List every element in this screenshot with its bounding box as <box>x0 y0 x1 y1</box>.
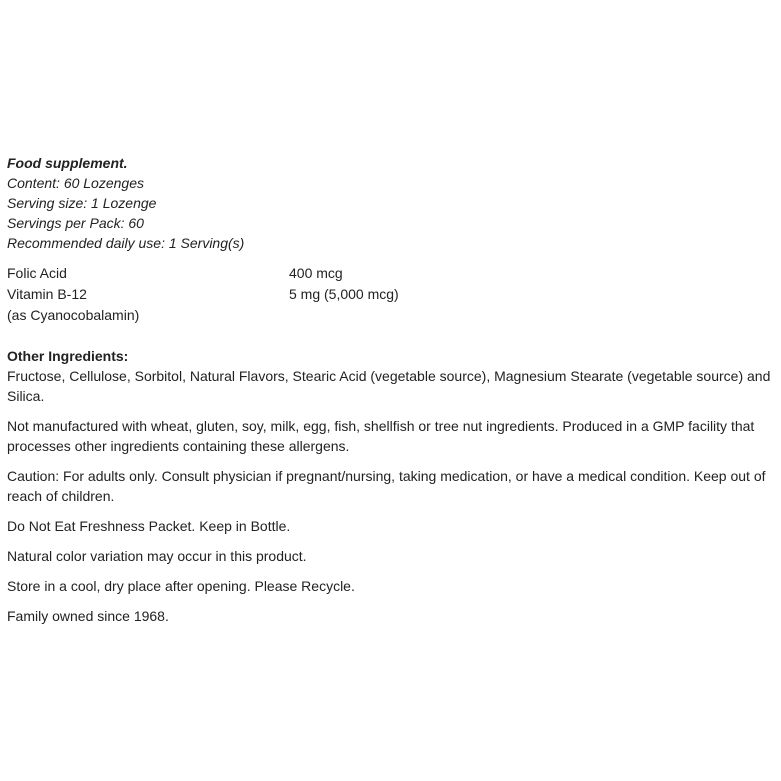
nutrient-amount: 400 mcg <box>289 265 343 281</box>
family-owned-note: Family owned since 1968. <box>7 608 169 624</box>
recommended-use: Recommended daily use: 1 Serving(s) <box>7 235 245 251</box>
nutrient-name <box>7 284 289 326</box>
nutrient-amount: 5 mg (5,000 mcg) <box>289 286 399 302</box>
storage-note: Store in a cool, dry place after opening. Please Recycle. <box>7 578 355 594</box>
nutrient-table <box>7 263 399 326</box>
other-ingredients-text: Fructose, Cellulose, Sorbitol, Natural Flavors, Stearic Acid (vegetable source), Magnesium Stearate (vegetable source) and Silica. <box>7 368 771 404</box>
nutrient-row <box>7 263 399 284</box>
freshness-note: Do Not Eat Freshness Packet. Keep in Bottle. <box>7 518 291 534</box>
content-count: Content: 60 Lozenges <box>7 175 144 191</box>
product-description <box>7 153 775 626</box>
other-ingredients-title: Other Ingredients: <box>7 348 129 364</box>
serving-size: Serving size: 1 Lozenge <box>7 195 157 211</box>
nutrient-note: (as Cyanocobalamin) <box>7 307 140 323</box>
supplement-title: Food supplement. <box>7 155 128 171</box>
nutrient-name-text: Vitamin B-12 <box>7 286 87 302</box>
servings-per-pack: Servings per Pack: 60 <box>7 215 144 231</box>
allergen-note: Not manufactured with wheat, gluten, soy, milk, egg, fish, shellfish or tree nut ingredients. Produced in a GMP facility that processes other ingredients containing these allergens. <box>7 418 755 454</box>
nutrient-name: Folic Acid <box>7 265 67 281</box>
nutrient-row <box>7 284 399 326</box>
color-variation-note: Natural color variation may occur in this product. <box>7 548 307 564</box>
caution-note: Caution: For adults only. Consult physician if pregnant/nursing, taking medication, or have a medical condition. Keep out of reach of children. <box>7 468 766 504</box>
